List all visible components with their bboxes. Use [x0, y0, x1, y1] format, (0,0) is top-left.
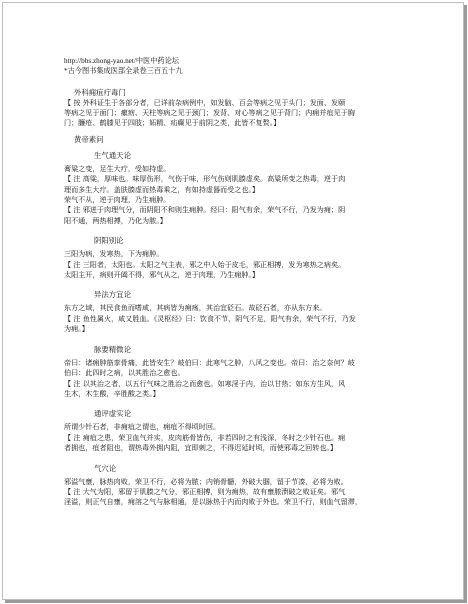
article-line: 伯曰：此四时之病，以其胜治之愈也。 — [64, 368, 185, 378]
article-line: 所谓少针石者，非痈疽之谓也，痈疽不得顷时回。 — [64, 422, 221, 432]
article-line: 荣气不从，逆于肉理，乃生痈肿。 — [64, 195, 171, 205]
article-line: 生木，木生酸，辛胜酸之类。】 — [64, 388, 160, 398]
article-line: 为痈。】 — [64, 324, 89, 334]
article-line: 东方之域，其民食鱼而嗜咸，其病皆为痈疡，其治宜砭石。故砭石者，亦从东方来。 — [64, 303, 327, 313]
article-section — [64, 284, 406, 338]
source-book: *古今图书集成医部全录卷三百五十九 — [64, 66, 183, 75]
article-line: 理而多生大疔。盖肤腠虚而热毒乘之，有如持虚器而受之也。】 — [64, 184, 260, 194]
article-line: 者拥也，疽者阻也，谓热毒外拥内阻，宜即刺之，不得迟延时顷，而使邪毒之回转也。】 — [64, 443, 338, 453]
article-line: 阳不通，两热相搏，乃化为脓。】 — [64, 215, 167, 225]
document-page — [2, 2, 464, 600]
preface-note — [64, 98, 406, 129]
article-note-line: 【 注 以其治之者，以五行气味之胜治之而愈也。如寒淫于内，治以甘热；如东方生风，风 — [64, 378, 346, 388]
article-note-line: 【 注 三阳者，太阳也。太阳之气主表，邪之中人始于皮毛，邪正相搏，发为寒热之病矣。 — [64, 259, 346, 269]
article-title: 异法方宜论 — [94, 290, 131, 300]
preface-line: 门；臁疮、鹤膝见于四肢；妬精、疝癫见于前阴之类，此皆不复赘。】 — [64, 118, 281, 128]
article-title: 气穴论 — [94, 463, 117, 473]
article-line: 邪溢气壅，脉热肉败，荣卫不行，必将为脓；内销骨髓，外破大腘，留于节凑，必将为败。 — [64, 476, 348, 486]
article-section — [64, 403, 406, 457]
preface-line: 等病之见于面门；瘰疬、天柱等病之见于颈门；发背、对心等病之见于背门；内痈并疽见于胸 — [64, 108, 355, 117]
article-note-line: 【 注 大气为阳，邪留于肌腠之气分，邪正相搏，则为痈热，故有壅脓溃破之败证矣。邪气 — [64, 486, 346, 496]
article-title: 脉要精微论 — [94, 344, 131, 354]
article-line: 三阳为病，发寒热，下为痈肿。 — [64, 249, 164, 259]
article-section — [64, 145, 406, 230]
article-list — [64, 145, 406, 512]
article-title: 通评虚实论 — [94, 409, 131, 419]
article-note-line: 【 注 痈疽之患，荣卫血气并实，皮肉筋骨皆伤，非若四时之有浅深，冬时之少针石也。痈 — [64, 432, 346, 442]
article-section — [64, 230, 406, 284]
article-note-line: 【 注 高粱，厚味也。味厚伤形，气伤于味，形气伤则肌腠虚矣。高粱所变之热毒，逆于肉 — [64, 174, 346, 184]
page-content — [64, 57, 406, 512]
section-title: 黄帝素问 — [74, 134, 104, 144]
preface-line: 【 按 外科证生于各部分者，已详前杂病例中，如发脑、百会等病之见于头门；发面、发颐 — [64, 97, 346, 107]
article-title: 阴阳别论 — [94, 236, 124, 246]
article-note-line: 【 注 鱼性属火，咸又胜血。《灵枢经》曰：饮食不节，阴气不足，阳气有余，荣气不行，乃发 — [64, 313, 356, 323]
article-section — [64, 339, 406, 404]
article-line: 帝曰：诸痈肿筋挛骨痛，此皆安生？岐伯曰：此寒气之肿，八风之变也。帝曰：治之奈何？岐 — [64, 357, 355, 367]
chapter-title: 外科痈疽疔毒门 — [74, 87, 126, 97]
article-line: 淫溢，则正气自壅，痈溶之气与脉相通，是以脉热于内而肉败于外也。荣卫不行，则血气留滞， — [64, 497, 362, 507]
source-url[interactable]: http://bbs.zhong-yao.net/中医中药论坛 — [64, 57, 179, 65]
article-line: 膏粱之变，足生大疔，受如持虚。 — [64, 163, 171, 173]
article-section — [64, 458, 406, 512]
article-title: 生气通天论 — [94, 150, 131, 160]
article-note-line: 【 注 邪迸于肉理气分，而阴阳不和则生痈肿。经曰：阳气有余，荣气不行，乃发为痈；阴 — [64, 205, 346, 215]
article-line: 太阳主开，病则开阖不得，邪气从之，逆于肉理，乃生痈肿。】 — [64, 270, 260, 280]
